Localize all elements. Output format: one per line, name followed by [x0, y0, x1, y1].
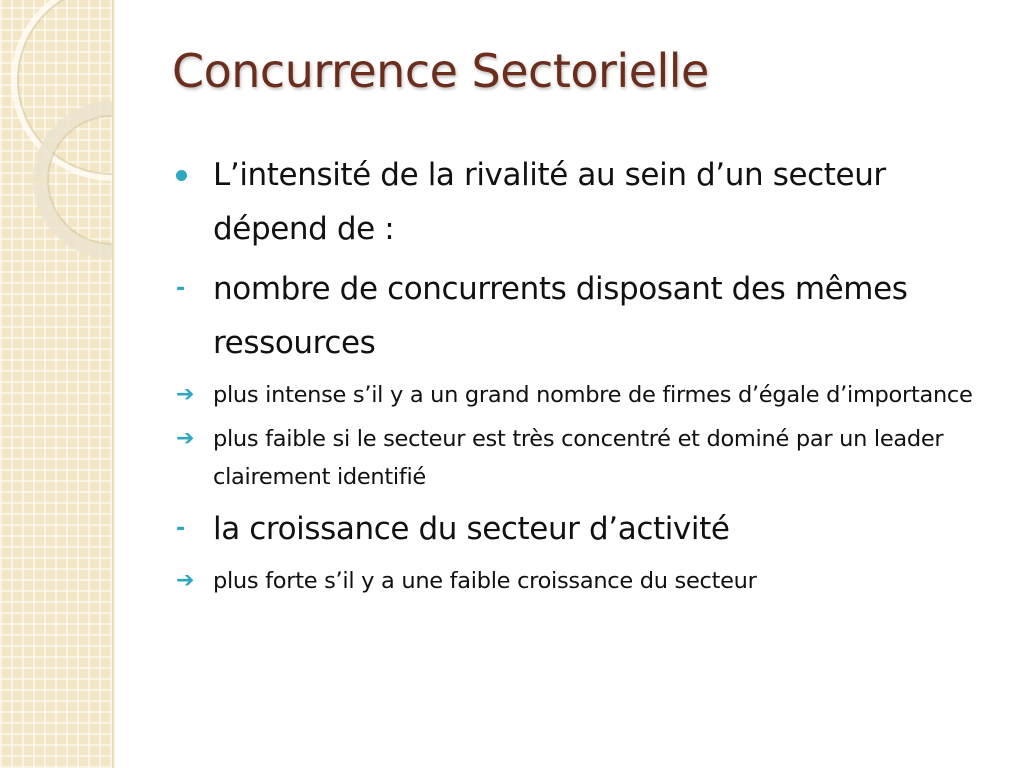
arrow-item-text: plus forte s’il y a une faible croissance du secteur [213, 568, 757, 594]
bullet-text: L’intensité de la rivalité au sein d’un secteur dépend de : [213, 157, 886, 247]
arrow-item-text: plus intense s’il y a un grand nombre de firmes d’égale d’importance [213, 382, 973, 408]
arrow-right-icon: ➔ [176, 426, 195, 451]
arrow-item-text: plus faible si le secteur est très concentré et dominé par un leader clairement identifié [213, 426, 944, 490]
bullet-item [176, 148, 976, 256]
side-panel-edge [112, 0, 115, 768]
dash-marker: - [176, 276, 185, 301]
decorative-rings [0, 0, 112, 768]
dash-marker: - [176, 516, 185, 541]
bullet-dot-icon [176, 170, 187, 181]
arrow-item [176, 376, 976, 414]
dash-item-text: nombre de concurrents disposant des mêmes ressources [213, 271, 908, 361]
decorative-ring-upper [14, 0, 112, 178]
dash-item [176, 262, 976, 370]
arrow-item [176, 562, 976, 600]
arrow-item [176, 420, 976, 496]
bullet-list [176, 148, 976, 606]
arrow-right-icon: ➔ [176, 568, 195, 593]
dash-item-text: la croissance du secteur d’activité [213, 511, 730, 547]
dash-item [176, 502, 976, 556]
arrow-right-icon: ➔ [176, 382, 195, 407]
decorative-side-panel [0, 0, 112, 768]
slide-title: Concurrence Sectorielle [172, 44, 709, 98]
